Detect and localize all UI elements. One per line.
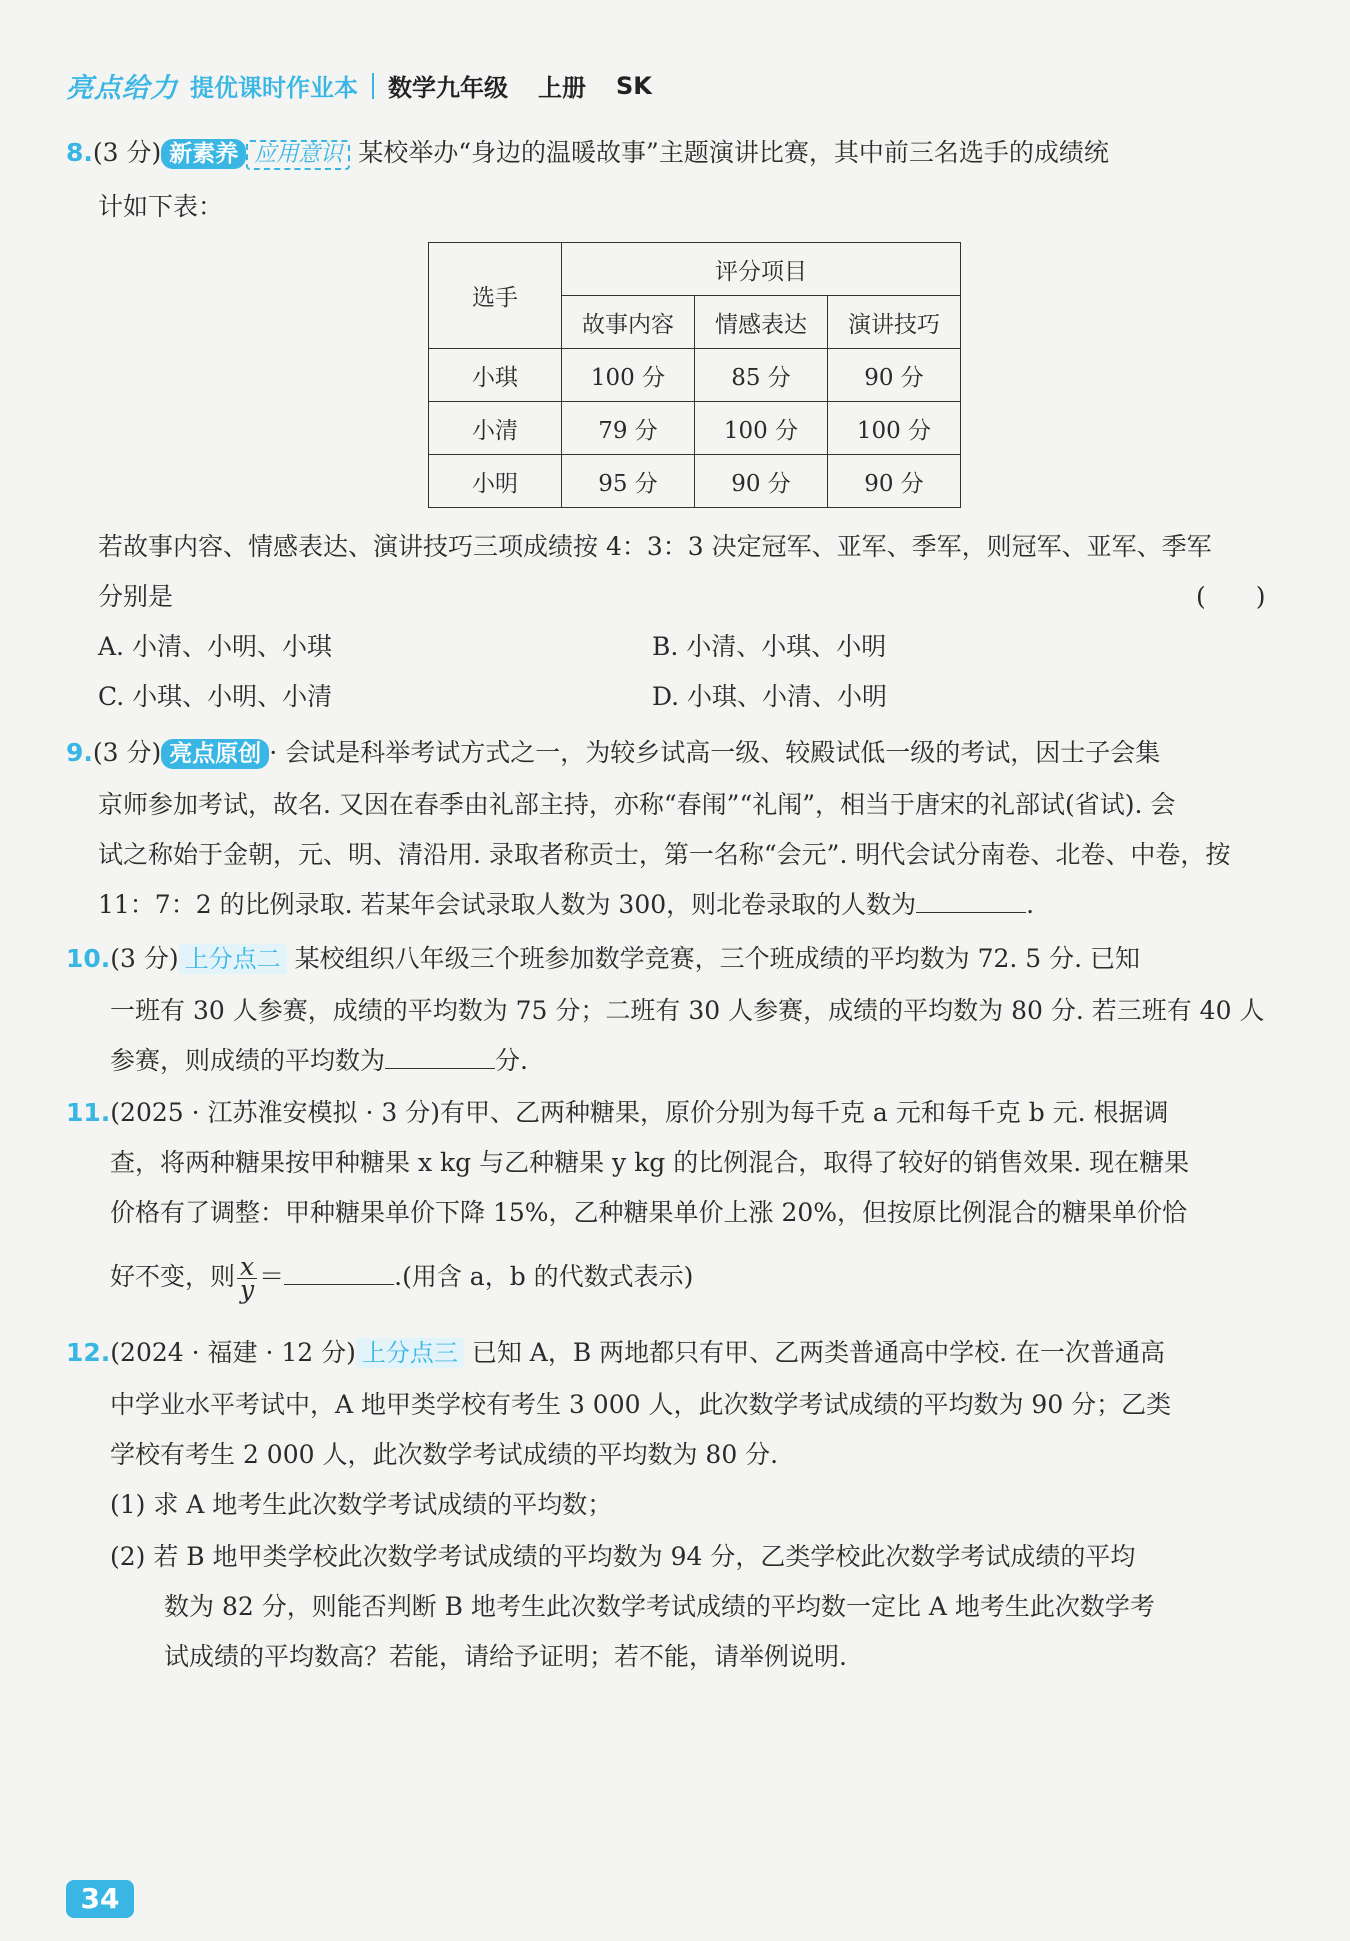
table-cell: 100 分 [695,402,828,455]
q11-line4 [110,1252,694,1304]
fraction-numerator: x [237,1256,257,1279]
table-row [429,349,961,402]
q8-text-1: 某校举办“身边的温暖故事”主题演讲比赛，其中前三名选手的成绩统 [358,138,1109,167]
q9-tag-original: 亮点原创 [161,739,269,769]
q11-fraction [237,1252,257,1304]
q12-sub2-line3: 试成绩的平均数高？若能，请给予证明；若不能，请举例说明. [164,1642,847,1671]
table-cell-name: 小琪 [429,349,562,402]
q9-answer-blank[interactable] [916,888,1026,913]
q11-equals: ＝ [259,1262,285,1291]
page-number: 34 [66,1880,134,1918]
table-cell: 85 分 [695,349,828,402]
q9-text-4: 11：7：2 的比例录取. 若某年会试录取人数为 300，则北卷录取的人数为 [98,890,917,919]
q9-number: 9. [66,738,93,767]
q9-line4 [98,888,1034,922]
q12-line2: 中学业水平考试中，A 地甲类学校有考生 3 000 人，此次数学考试成绩的平均数为 90 分；乙类 [110,1390,1172,1419]
q9-line1: 9.(3 分) 亮点原创 · 会试是科举考试方式之一，为较乡试高一级、较殿试低一级的考试，因士子会集 [66,738,1161,767]
header-subject: 数学九年级 [388,74,508,102]
q10-text-3-end: 分. [495,1046,528,1075]
table-cell-name: 小明 [429,455,562,508]
q12-line1 [66,1336,1165,1370]
table-cell: 100 分 [828,402,961,455]
page-header [66,66,682,105]
q12-sub2-line1: (2) 若 B 地甲类学校此次数学考试成绩的平均数为 94 分，乙类学校此次数学考试成绩的平均 [110,1542,1136,1571]
q12-sub2-line2: 数为 82 分，则能否判断 B 地考生此次数学考试成绩的平均数一定比 A 地考生此次数学考 [164,1592,1155,1621]
q12-text-1: 已知 A，B 两地都只有甲、乙两类普通高中学校. 在一次普通高 [471,1338,1166,1367]
q8-answer-paren: ( ) [1196,582,1266,611]
brand-logo: 亮点给力 [66,73,178,104]
q11-text-1: (2025 · 江苏淮安模拟 · 3 分)有甲、乙两种糖果，原价分别为每千克 a 元和每千克 b 元. 根据调 [110,1098,1169,1127]
q10-answer-blank[interactable] [385,1044,495,1069]
q11-answer-blank[interactable] [284,1260,394,1285]
q8-score: (3 分) [92,138,162,167]
q10-line3 [110,1044,528,1078]
q8-option-a: A. 小清、小明、小琪 [98,632,332,661]
q8-option-b: B. 小清、小琪、小明 [652,632,887,661]
q10-text-3: 参赛，则成绩的平均数为 [110,1046,386,1075]
q8-line2: 计如下表： [98,192,224,221]
q8-line4: 分别是 [98,582,174,611]
q9-text-1: 会试是科举考试方式之一，为较乡试高一级、较殿试低一级的考试，因士子会集 [285,738,1161,767]
table-cell: 95 分 [562,455,695,508]
q11-line1 [66,1096,1169,1130]
table-cell: 90 分 [828,349,961,402]
q9-line2: 京师参加考试，故名. 又因在春季由礼部主持，亦称“春闱”“礼闱”，相当于唐宋的礼部试(省试). 会 [98,790,1176,819]
q11-line3: 价格有了调整：甲种糖果单价下降 15%，乙种糖果单价上涨 20%，但按原比例混合的糖果单价恰 [110,1198,1188,1227]
header-volume: 上册 [538,74,586,102]
q10-number: 10. [66,944,111,973]
q8-line1 [66,136,1109,170]
table-header-items: 评分项目 [562,243,961,296]
table-header-col: 故事内容 [562,296,695,349]
q8-option-d: D. 小琪、小清、小明 [652,682,888,711]
table-header-col: 情感表达 [695,296,828,349]
table-cell: 90 分 [828,455,961,508]
q8-number: 8. [66,138,93,167]
q11-number: 11. [66,1098,111,1127]
table-header-col: 演讲技巧 [828,296,961,349]
q10-text-1: 某校组织八年级三个班参加数学竞赛，三个班成绩的平均数为 72. 5 分. 已知 [294,944,1141,973]
q12-line3: 学校有考生 2 000 人，此次数学考试成绩的平均数为 80 分. [110,1440,779,1469]
q8-tag-application: 应用意识 [246,140,350,170]
q12-tag-point: 上分点三 [356,1338,464,1368]
q8-score-table [428,242,961,508]
table-cell: 79 分 [562,402,695,455]
q9-line3: 试之称始于金朝，元、明、清沿用. 录取者称贡士，第一名称“会元”. 明代会试分南卷、北卷、中卷，按 [98,840,1231,869]
q11-text-4: 好不变，则 [110,1262,236,1291]
q10-score: (3 分) [110,944,179,973]
table-cell-name: 小清 [429,402,562,455]
table-header-player: 选手 [429,243,562,349]
table-cell: 90 分 [695,455,828,508]
q12-meta: (2024 · 福建 · 12 分) [110,1338,356,1367]
q12-number: 12. [66,1338,111,1367]
q12-sub1: (1) 求 A 地考生此次数学考试成绩的平均数； [110,1490,613,1519]
q8-line3: 若故事内容、情感表达、演讲技巧三项成绩按 4：3：3 决定冠军、亚军、季军，则冠军、亚军、季军 [98,532,1212,561]
header-divider [372,73,374,99]
q8-tag-new-literacy: 新素养 [161,139,246,169]
book-series-title: 提优课时作业本 [190,74,358,102]
q11-text-4-end: .(用含 a，b 的代数式表示) [394,1262,694,1291]
q8-option-c: C. 小琪、小明、小清 [98,682,333,711]
q10-tag-point: 上分点二 [179,944,287,974]
fraction-denominator: y [240,1275,255,1304]
header-edition: SK [616,71,652,100]
q9-text-4-end: . [1026,890,1035,919]
table-row [429,402,961,455]
q11-line2: 查，将两种糖果按甲种糖果 x kg 与乙种糖果 y kg 的比例混合，取得了较好的销售效果. 现在糖果 [110,1148,1190,1177]
q9-score: (3 分) [92,738,162,767]
table-row [429,455,961,508]
q10-line2: 一班有 30 人参赛，成绩的平均数为 75 分；二班有 30 人参赛，成绩的平均数为 80 分. 若三班有 40 人 [110,996,1265,1025]
table-cell: 100 分 [562,349,695,402]
q10-line1 [66,942,1140,976]
